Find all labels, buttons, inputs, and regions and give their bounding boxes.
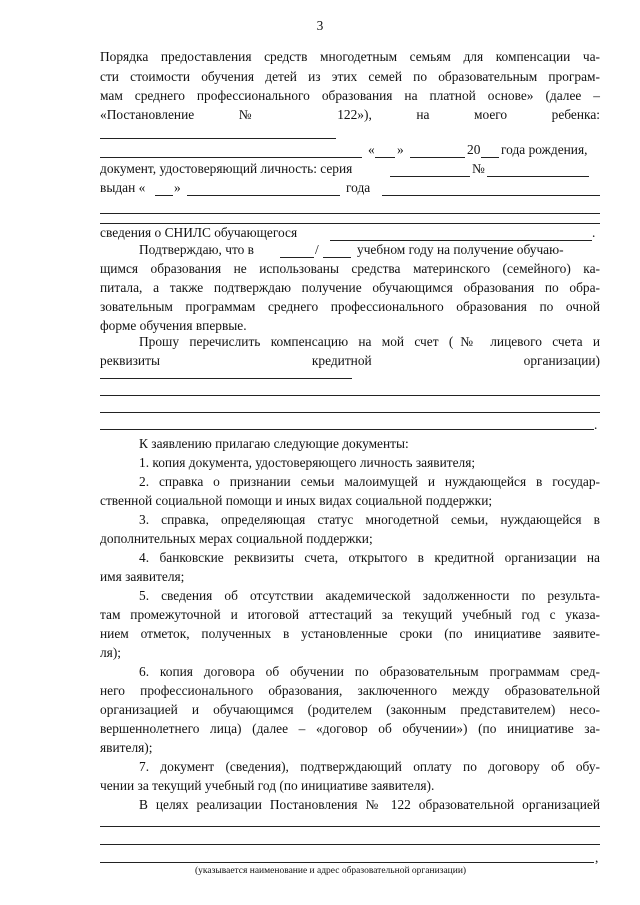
attachment-item: чении за текущий учебный год (по инициативе заявителя). xyxy=(100,778,435,793)
year-prefix: 20 xyxy=(467,142,481,157)
attachment-item: 3. справка, определяющая статус многодетной семьи, нуждающейся в xyxy=(139,512,600,527)
attachment-item: 7. документ (сведения), подтверждающий оплату по договору об обу- xyxy=(139,759,600,774)
issued-day-field[interactable] xyxy=(155,195,173,196)
attachment-item: ственной социальной помощи и иных видах социальной поддержки; xyxy=(100,493,493,508)
request-line: Прошу перечислить компенсацию на мой счет (№ лицевого счета и xyxy=(139,334,600,349)
confirm-slash: / xyxy=(315,242,319,257)
account-field[interactable] xyxy=(100,378,352,379)
account-field-4[interactable] xyxy=(100,429,594,430)
organization-field[interactable] xyxy=(100,826,600,827)
attachment-item: там промежуточной и итоговой аттестаций за текущий учебный год с указа- xyxy=(100,607,600,622)
attachment-item: него профессионального образования, заключенного между образовательной xyxy=(100,683,600,698)
issued-by-field[interactable] xyxy=(382,195,600,196)
issued-by-field-2[interactable] xyxy=(100,213,600,214)
issued-close-quote: » xyxy=(174,180,181,195)
attachment-item: нием отметок, полученных в установленные сроки (по инициативе заявите- xyxy=(100,626,600,641)
issued-label: выдан « xyxy=(100,180,146,195)
id-document-label: документ, удостоверяющий личность: серия xyxy=(100,161,353,176)
child-name-field[interactable] xyxy=(100,138,336,139)
account-field-2[interactable] xyxy=(100,395,600,396)
request-end: . xyxy=(594,417,598,432)
organization-field-2[interactable] xyxy=(100,844,600,845)
confirm-start: Подтверждаю, что в xyxy=(139,242,255,257)
attachment-item: дополнительных мерах социальной поддержки; xyxy=(100,531,373,546)
date-close-quote: » xyxy=(397,142,404,157)
request-line: реквизиты кредитной организации) xyxy=(100,353,600,368)
document-series-field[interactable] xyxy=(390,176,470,177)
confirm-end: учебном году на получение обучаю- xyxy=(357,242,564,257)
attachment-item: 2. справка о признании семьи малоимущей и нуждающейся в государ- xyxy=(139,474,600,489)
confirm-line: питала, а также подтверждаю получение обучающимся образования по обра- xyxy=(100,280,600,295)
confirm-line: форме обучения впервые. xyxy=(100,318,247,333)
birth-day-field[interactable] xyxy=(375,157,395,158)
study-year-end-field[interactable] xyxy=(323,257,351,258)
page-number: 3 xyxy=(316,18,324,33)
study-year-start-field[interactable] xyxy=(280,257,314,258)
snils-label: сведения о СНИЛС обучающегося xyxy=(100,225,298,240)
intro-line: Порядка предоставления средств многодетным семьям для компенсации ча- xyxy=(100,49,600,64)
intro-line: сти стоимости обучения детей из этих семей по образовательным програм- xyxy=(100,69,600,84)
closing-end: , xyxy=(595,850,599,865)
birth-year-field[interactable] xyxy=(481,157,499,158)
attachment-item: ля); xyxy=(100,645,122,660)
attachment-item: 4. банковские реквизиты счета, открытого в кредитной организации на xyxy=(139,550,600,565)
confirm-line: зовательным программам среднего профессионального образования по очной xyxy=(100,299,600,314)
organization-field-note: (указывается наименование и адрес образовательной организации) xyxy=(195,866,467,876)
organization-field-3[interactable] xyxy=(100,862,594,863)
attachment-item: организацией и обучающимся (родителем (законным представителем) несо- xyxy=(100,702,600,717)
attachment-item: 5. сведения об отсутствии академической задолженности по результа- xyxy=(139,588,600,603)
child-name-field-2[interactable] xyxy=(100,157,362,158)
confirm-line: щимся образования не использованы средства материнского (семейного) ка- xyxy=(100,261,600,276)
account-field-3[interactable] xyxy=(100,412,600,413)
attachment-item: 6. копия договора об обучении по образовательным программам сред- xyxy=(139,664,600,679)
intro-line: «Постановление № 122»), на моего ребенка: xyxy=(100,107,600,122)
document-number-field[interactable] xyxy=(487,176,589,177)
attachment-item: явителя); xyxy=(100,740,153,755)
birth-year-label: года рождения, xyxy=(501,142,588,157)
attachments-heading: К заявлению прилагаю следующие документы: xyxy=(139,436,409,451)
attachment-item: вершеннолетнего лица) (далее – «договор об обучении») (по инициативе за- xyxy=(100,721,600,736)
date-open-quote: « xyxy=(368,142,375,157)
snils-end: . xyxy=(592,225,596,240)
attachment-item: 1. копия документа, удостоверяющего личность заявителя; xyxy=(139,455,476,470)
number-sign: № xyxy=(472,161,485,176)
closing-line: В целях реализации Постановления № 122 образовательной организацией xyxy=(139,797,600,812)
intro-line: мам среднего профессионального образования на платной основе» (далее – xyxy=(100,88,600,103)
issued-year-label: года xyxy=(346,180,371,195)
attachment-item: имя заявителя; xyxy=(100,569,185,584)
issued-month-field[interactable] xyxy=(187,195,340,196)
birth-month-field[interactable] xyxy=(410,157,465,158)
